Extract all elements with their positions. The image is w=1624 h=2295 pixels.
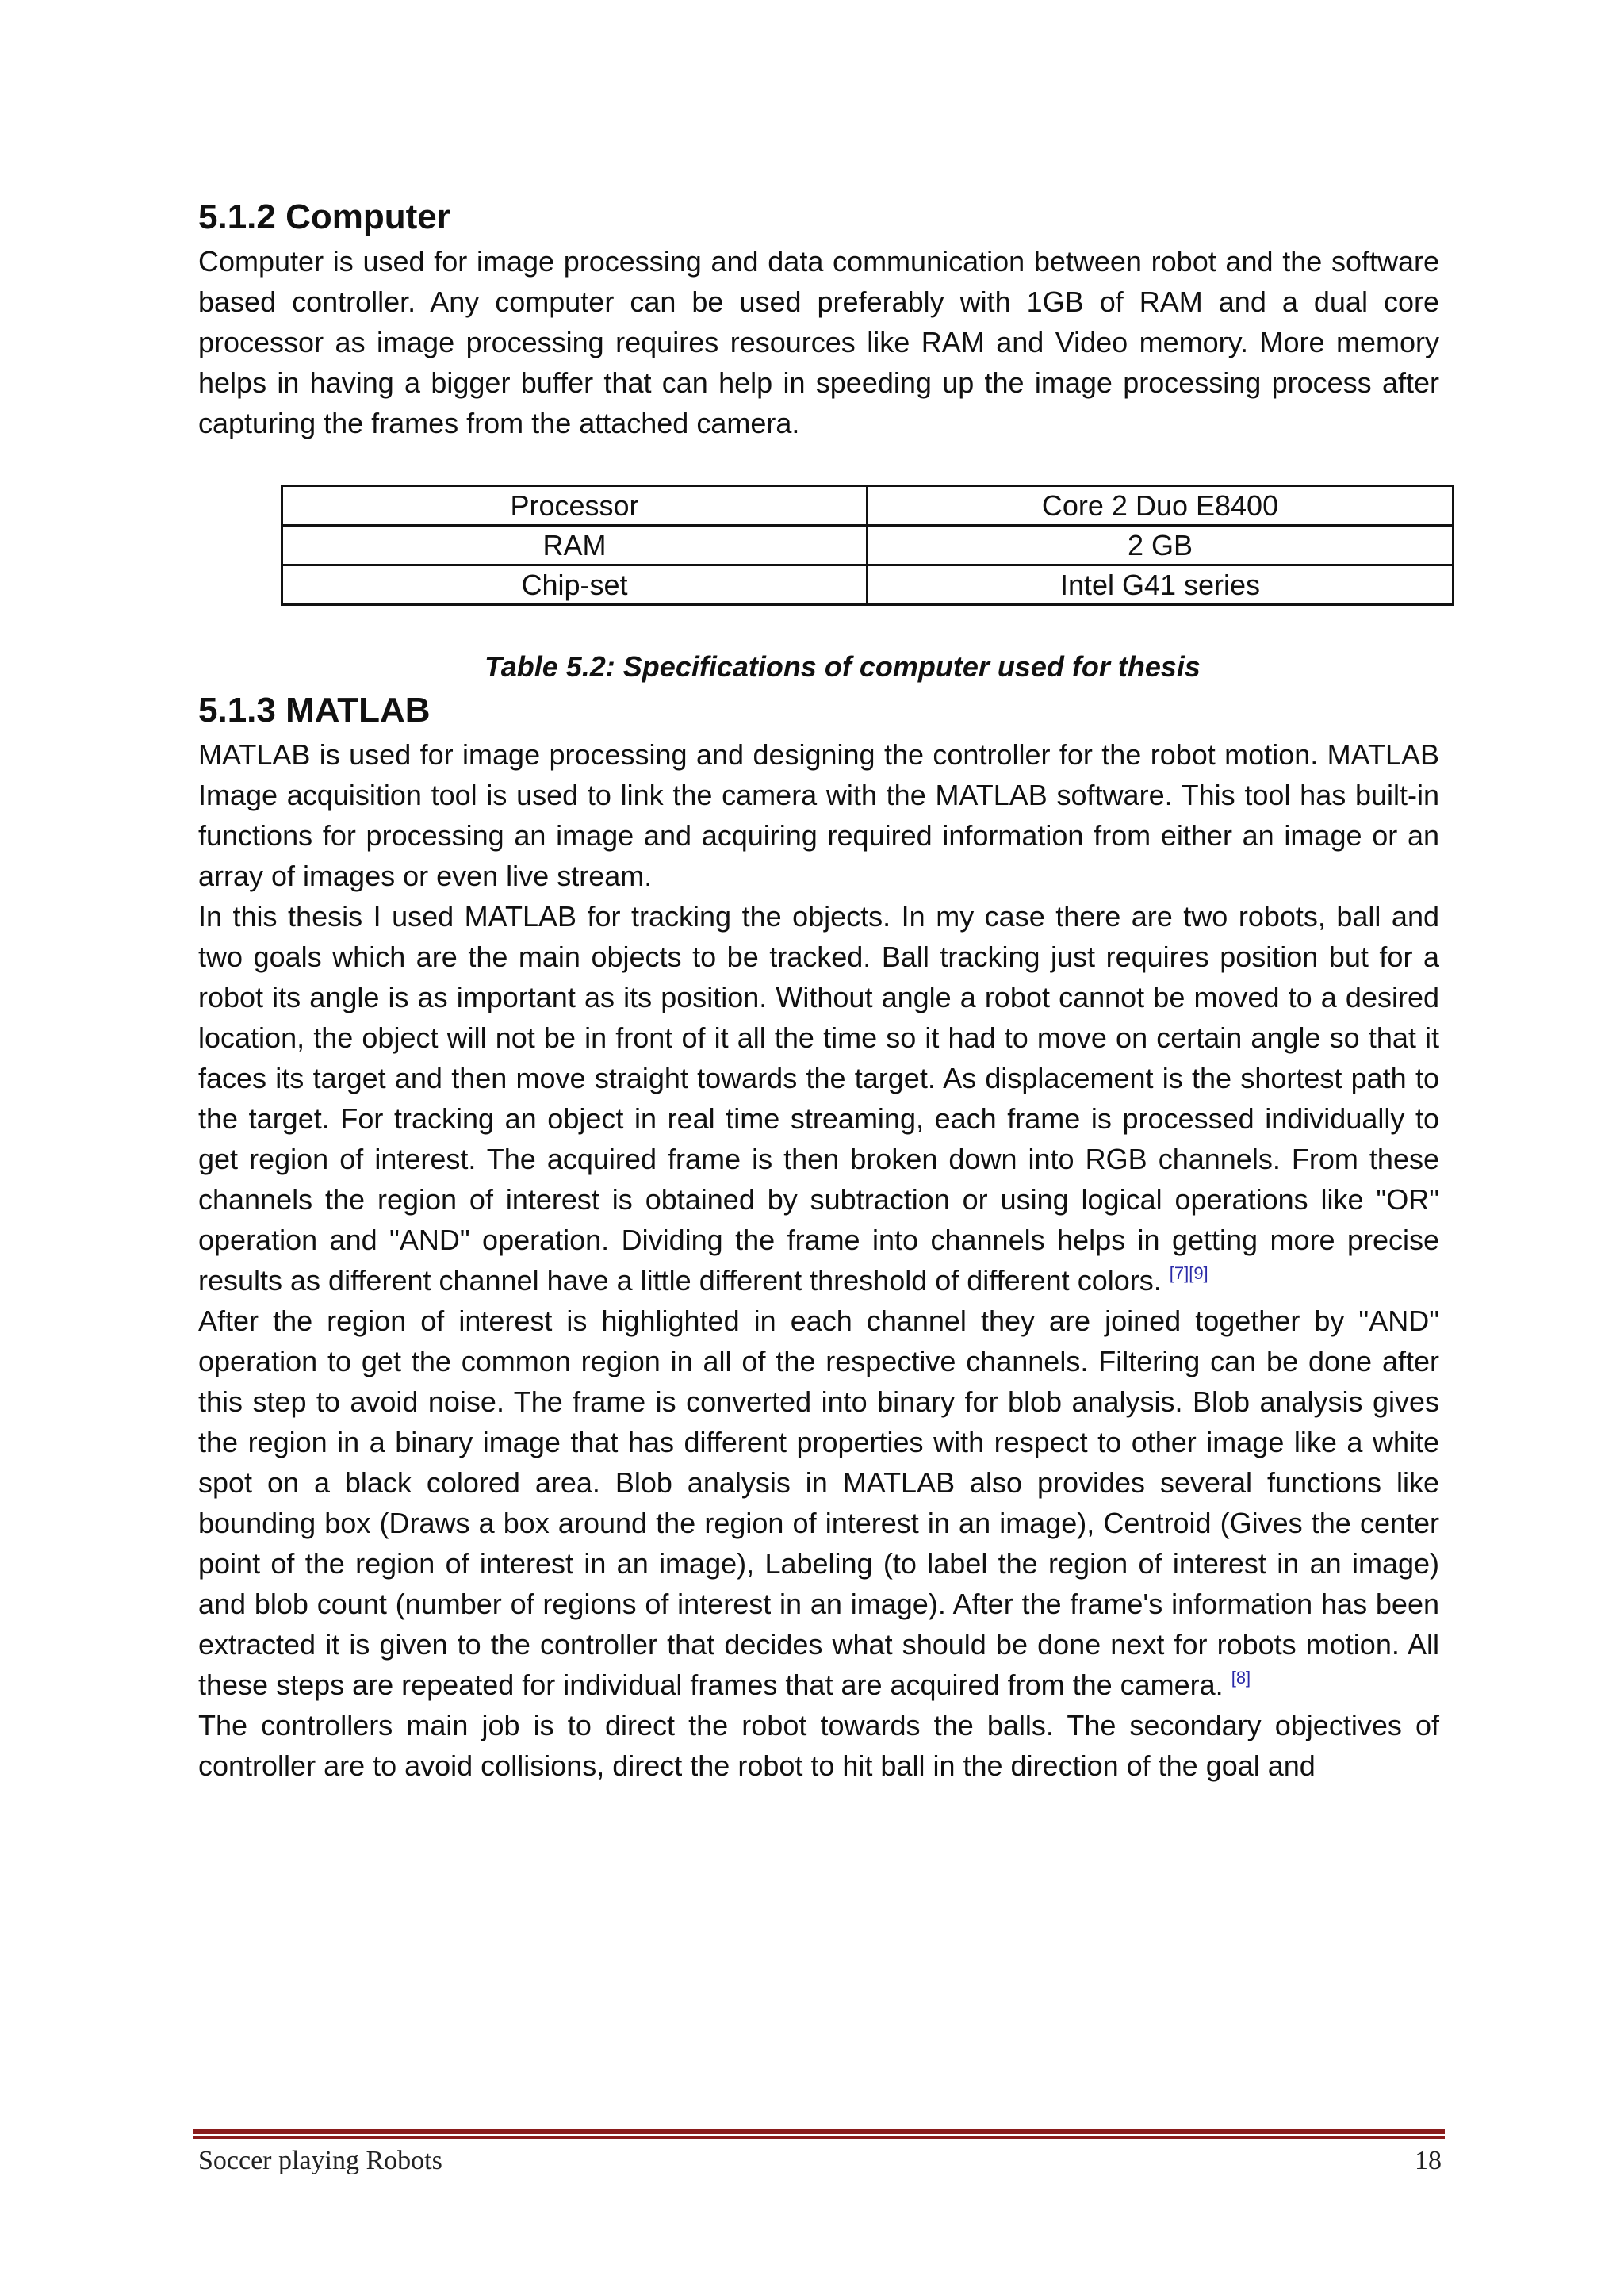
table-cell-label: RAM: [282, 526, 868, 565]
citation-link[interactable]: [7]: [1169, 1263, 1189, 1283]
table-caption: Table 5.2: Specifications of computer used for thesis: [485, 650, 1201, 683]
table-cell-value: 2 GB: [868, 526, 1454, 565]
table-cell-value: Core 2 Duo E8400: [868, 486, 1454, 526]
spec-table: [281, 485, 1454, 606]
table-row: [282, 486, 1454, 526]
matlab-paragraph-2: [198, 896, 1439, 1301]
paragraph-text: In this thesis I used MATLAB for tracking the objects. In my case there are two robots, ball and two goals which are the main objects to be tracked. Ball tracking just requires position but for a robot its angle is as important as its position. Without angle a robot cannot be moved to a desired location, the object will not be in front of it all the time so it had to move on certain angle so that it faces its target and then move straight towards the target. As displacement is the shortest path to the target. For tracking an object in real time streaming, each frame is processed individually to get region of interest. The acquired frame is then broken down into RGB channels. From these channels the region of interest is obtained by subtraction or using logical operations like "OR" operation and "AND" operation. Dividing the frame into channels helps in getting more precise results as different channel have a little different threshold of different colors.: [198, 900, 1439, 1297]
matlab-paragraph-3: [198, 1301, 1439, 1705]
table-cell-label: Chip-set: [282, 565, 868, 605]
table-cell-label: Processor: [282, 486, 868, 526]
page-number: 18: [1415, 2146, 1442, 2175]
matlab-paragraph-1: MATLAB is used for image processing and designing the controller for the robot motion. MATLAB Image acquisition tool is used to link the camera with the MATLAB software. This tool has built-in functions for processing an image and acquiring required information from either an image or an array of images or even live stream.: [198, 738, 1439, 892]
table-row: [282, 526, 1454, 565]
citation-link[interactable]: [9]: [1189, 1263, 1208, 1283]
page-content: [198, 193, 1439, 1786]
paragraph-text: After the region of interest is highlighted in each channel they are joined together by "AND" operation to get the common region in all of the respective channels. Filtering can be done after this step to avoid noise. The frame is converted into binary for blob analysis. Blob analysis gives the region in a binary image that has different properties with respect to other image like a white spot on a black colored area. Blob analysis in MATLAB also provides several functions like bounding box (Draws a box around the region of interest in an image), Centroid (Gives the center point of the region of interest in an image), Labeling (to label the region of interest in an image) and blob count (number of regions of interest in an image). After the frame's information has been extracted it is given to the controller that decides what should be done next for robots motion. All these steps are repeated for individual frames that are acquired from the camera.: [198, 1305, 1439, 1701]
footer-rule-thin: [193, 2136, 1445, 2139]
table-row: [282, 565, 1454, 605]
citation-link[interactable]: [8]: [1231, 1668, 1251, 1688]
page-footer: [198, 2143, 1442, 2179]
footer-rule: [193, 2129, 1445, 2134]
footer-title: Soccer playing Robots: [198, 2146, 442, 2175]
section-heading-computer: 5.1.2 Computer: [198, 197, 450, 236]
matlab-paragraph-4: The controllers main job is to direct the robot towards the balls. The secondary objectives of controller are to avoid collisions, direct the robot to hit ball in the direction of the goal and: [198, 1709, 1439, 1782]
computer-paragraph: Computer is used for image processing and data communication between robot and the software based controller. Any computer can be used preferably with 1GB of RAM and a dual core processor as image processing requires resources like RAM and Video memory. More memory helps in having a bigger buffer that can help in speeding up the image processing process after capturing the frames from the attached camera.: [198, 245, 1439, 439]
section-heading-matlab: 5.1.3 MATLAB: [198, 691, 431, 730]
table-cell-value: Intel G41 series: [868, 565, 1454, 605]
